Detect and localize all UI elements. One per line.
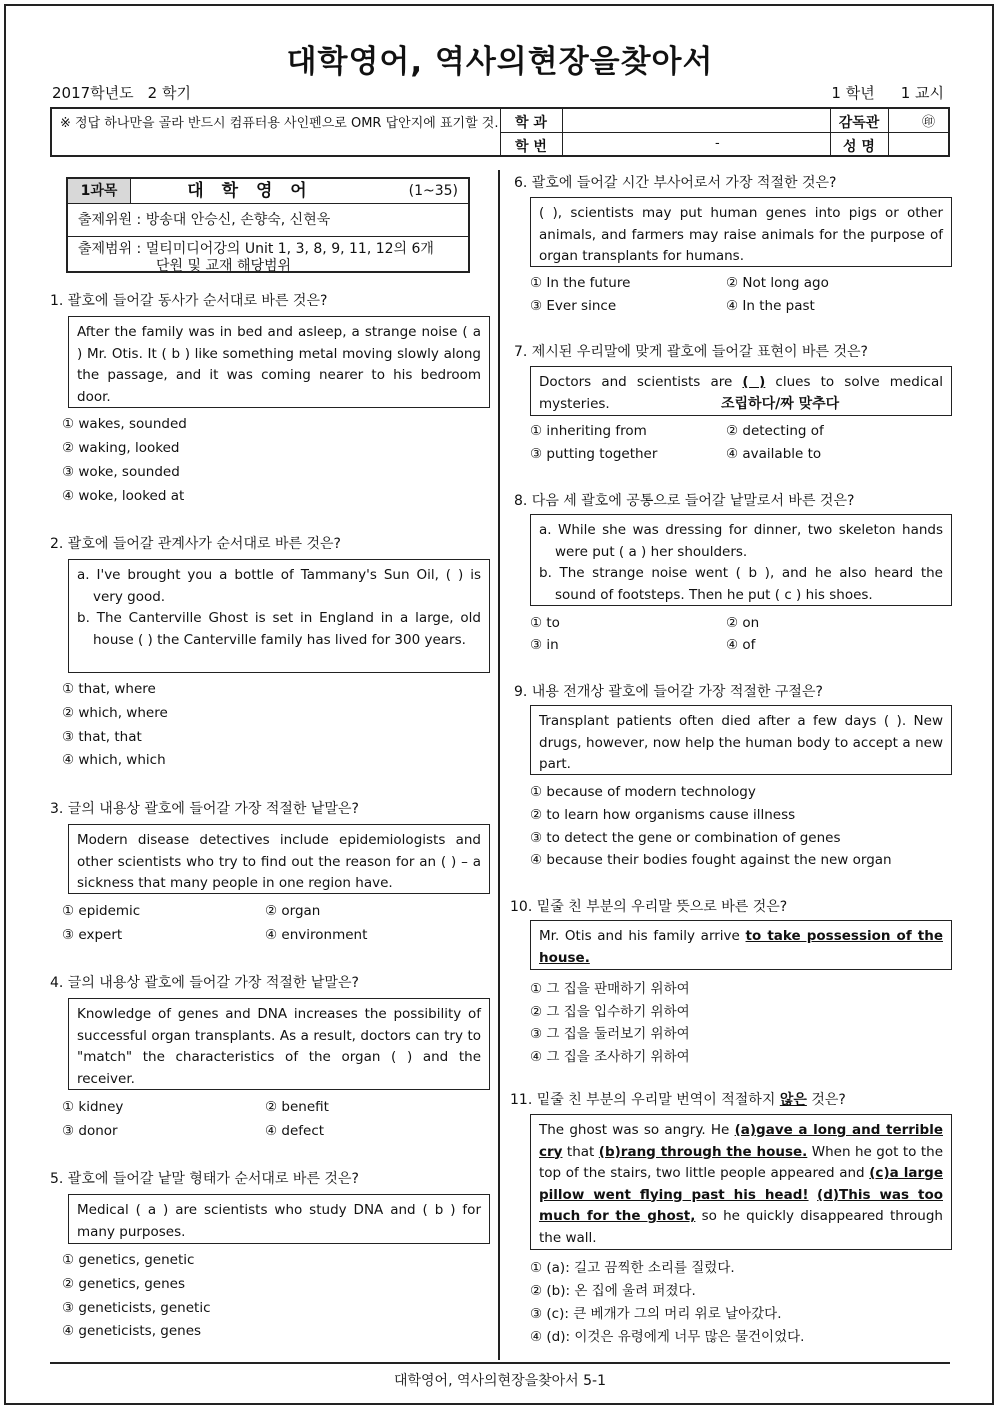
- option[interactable]: ① that, where: [62, 681, 156, 697]
- stem-emphasis: 않은: [779, 1092, 807, 1108]
- scope-line2: 단원 및 교재 해당범위: [156, 258, 292, 274]
- question-stem: 3. 글의 내용상 괄호에 들어갈 가장 적절한 낱말은?: [50, 801, 359, 817]
- passage-text: When he got to the top of the stairs, two little people appeared and: [539, 1143, 944, 1181]
- question-stem: 6. 괄호에 들어갈 시간 부사어로서 가장 적절한 것은?: [514, 175, 837, 191]
- footer-rule: [50, 1362, 950, 1364]
- year: 2017학년도: [52, 84, 134, 102]
- question-stem: 2. 괄호에 들어갈 관계사가 순서대로 바른 것은?: [50, 536, 341, 552]
- passage-text: that: [566, 1143, 595, 1160]
- term-info: [52, 82, 191, 103]
- option[interactable]: ④ which, which: [62, 752, 166, 768]
- option[interactable]: ① (a): 길고 끔찍한 소리를 질렀다.: [530, 1260, 735, 1276]
- passage-b: b. The strange noise went ( b ), and he also heard the sound of footsteps. Then he put ( c ) his shoes.: [539, 565, 943, 603]
- passage-box: [68, 559, 490, 673]
- question-stem: 7. 제시된 우리말에 맞게 괄호에 들어갈 표현이 바른 것은?: [514, 344, 868, 360]
- option[interactable]: ② detecting of: [726, 423, 824, 439]
- semester: 2 학기: [147, 84, 191, 102]
- student-id-label: 학 번: [515, 139, 547, 155]
- underline-c: (c)a large pillow went flying past his head!: [539, 1165, 943, 1203]
- option[interactable]: ① kidney: [62, 1099, 124, 1115]
- passage-box: Medical ( a ) are scientists who study DNA and ( b ) for many purposes.: [68, 1194, 490, 1244]
- grade: 1 학년: [831, 84, 875, 102]
- subject-name: 대 학 영 어: [187, 181, 313, 201]
- passage-box: Modern disease detectives include epidemiologists and other scientists who try to find out the reason for an ( ) – a sickness that many people in one region have.: [68, 824, 490, 894]
- option[interactable]: ④ (d): 이것은 유령에게 너무 많은 물건이었다.: [530, 1329, 805, 1345]
- passage-box: ( ), scientists may put human genes into pigs or other animals, and farmers may raise animals for the purpose of organ transplants for humans.: [530, 197, 952, 267]
- underline-a: (a)gave a long and terrible cry: [539, 1122, 943, 1160]
- underline-b: (b)rang through the house.: [598, 1143, 808, 1160]
- option[interactable]: ② which, where: [62, 705, 168, 721]
- passage-box: [530, 366, 952, 416]
- option[interactable]: ① 그 집을 판매하기 위하여: [530, 981, 690, 997]
- option[interactable]: ④ In the past: [726, 298, 815, 314]
- passage-pre: Doctors and scientists are: [539, 374, 733, 390]
- examiners: 출제위원 : 방송대 안승신, 손향숙, 신현욱: [78, 212, 331, 228]
- option[interactable]: ② 그 집을 입수하기 위하여: [530, 1004, 690, 1020]
- passage-b: b. The Canterville Ghost is set in England in a large, old house ( ) the Canterville family has lived for 300 years.: [77, 610, 481, 648]
- question-stem: 10. 밑줄 친 부분의 우리말 뜻으로 바른 것은?: [510, 899, 788, 915]
- stem-post: 것은?: [811, 1092, 846, 1108]
- student-id-dash: -: [715, 136, 720, 151]
- passage-text: The ghost was so angry. He: [539, 1122, 730, 1138]
- option[interactable]: ④ defect: [265, 1123, 325, 1139]
- passage-box: Knowledge of genes and DNA increases the possibility of successful organ transplants. As a result, doctors can try to "match" the characteristics of the organ ( ) and the receiver.: [68, 998, 490, 1090]
- stem-pre: 11. 밑줄 친 부분의 우리말 번역이 적절하지: [510, 1092, 776, 1108]
- option[interactable]: ① epidemic: [62, 903, 141, 919]
- passage-box: [530, 920, 952, 970]
- option[interactable]: ③ in: [530, 637, 559, 653]
- passage-box: [530, 514, 952, 606]
- option[interactable]: ④ woke, looked at: [62, 488, 185, 504]
- option[interactable]: ② benefit: [265, 1099, 329, 1115]
- option[interactable]: ③ (c): 큰 베개가 그의 머리 위로 날아갔다.: [530, 1306, 782, 1322]
- option[interactable]: ① to: [530, 615, 560, 631]
- question-stem: 4. 글의 내용상 괄호에 들어갈 가장 적절한 낱말은?: [50, 975, 359, 991]
- option[interactable]: ① inheriting from: [530, 423, 647, 439]
- option[interactable]: ④ because their bodies fought against the new organ: [530, 852, 892, 868]
- passage-a: a. While she was dressing for dinner, two skeleton hands were put ( a ) her shoulders.: [539, 522, 943, 560]
- option[interactable]: ② on: [726, 615, 760, 631]
- question-stem: 8. 다음 세 괄호에 공통으로 들어갈 낱말로서 바른 것은?: [514, 493, 855, 509]
- option[interactable]: ② to learn how organisms cause illness: [530, 807, 796, 823]
- period: 1 교시: [900, 84, 944, 102]
- column-divider: [498, 170, 500, 1360]
- option[interactable]: ③ woke, sounded: [62, 464, 180, 480]
- option[interactable]: ④ 그 집을 조사하기 위하여: [530, 1049, 690, 1065]
- passage-pre: Mr. Otis and his family arrive: [539, 928, 740, 944]
- option[interactable]: ② (b): 온 집에 울려 퍼졌다.: [530, 1283, 696, 1299]
- option[interactable]: ③ expert: [62, 927, 123, 943]
- footer: 대학영어, 역사의현장을찾아서 5-1: [393, 1373, 607, 1389]
- seal-mark: ㊞: [922, 115, 936, 130]
- supervisor-label: 감독관: [838, 115, 880, 131]
- option[interactable]: ② Not long ago: [726, 275, 829, 291]
- option[interactable]: ① because of modern technology: [530, 784, 756, 800]
- passage-blank: ( ): [742, 374, 766, 390]
- passage-box: After the family was in bed and asleep, a strange noise ( a ) Mr. Otis. It ( b ) like something metal moving slowly along the passage, and it was coming nearer to his bedroom door.: [68, 316, 490, 408]
- option[interactable]: ③ geneticists, genetic: [62, 1300, 211, 1316]
- question-stem: 1. 괄호에 들어갈 동사가 순서대로 바른 것은?: [50, 293, 328, 309]
- option[interactable]: ② organ: [265, 903, 321, 919]
- option[interactable]: ③ 그 집을 둘러보기 위하여: [530, 1026, 690, 1042]
- question-range: (1~35): [408, 183, 458, 199]
- option[interactable]: ③ to detect the gene or combination of genes: [530, 830, 841, 846]
- option[interactable]: ③ Ever since: [530, 298, 617, 314]
- passage-post: clues to solve medical mysteries.: [539, 374, 943, 412]
- header-info-table: [50, 107, 950, 157]
- option[interactable]: ① genetics, genetic: [62, 1252, 195, 1268]
- instruction-note: ※ 정답 하나만을 골라 반드시 컴퓨터용 사인펜으로 OMR 답안지에 표기할 것.: [60, 116, 499, 131]
- option[interactable]: ④ available to: [726, 446, 822, 462]
- option[interactable]: ③ that, that: [62, 729, 142, 745]
- option[interactable]: ② genetics, genes: [62, 1276, 185, 1292]
- option[interactable]: ① wakes, sounded: [62, 416, 187, 432]
- underlined-phrase: to take possession of the house.: [539, 928, 943, 966]
- name-label: 성 명: [843, 139, 875, 155]
- option[interactable]: ③ putting together: [530, 446, 658, 462]
- option[interactable]: ③ donor: [62, 1123, 118, 1139]
- grade-info: [831, 82, 944, 103]
- underline-d: (d)This was too much for the ghost,: [539, 1186, 943, 1224]
- dept-label: 학 과: [515, 115, 547, 131]
- passage-text: so he quickly disappeared through the wall.: [539, 1208, 943, 1246]
- option[interactable]: ④ geneticists, genes: [62, 1323, 202, 1339]
- option[interactable]: ④ environment: [265, 927, 368, 943]
- passage-box: Transplant patients often died after a few days ( ). New drugs, however, now help the human body to accept a new part.: [530, 705, 952, 775]
- page-title: 대학영어, 역사의현장을찾아서: [286, 44, 714, 80]
- passage-a: a. I've brought you a bottle of Tammany's Sun Oil, ( ) is very good.: [77, 567, 481, 605]
- question-stem: 9. 내용 전개상 괄호에 들어갈 가장 적절한 구절은?: [514, 684, 823, 700]
- scope-line1: 출제범위 : 멀티미디어강의 Unit 1, 3, 8, 9, 11, 12의 6개: [78, 241, 434, 257]
- korean-hint: 조립하다/짜 맞추다: [721, 396, 840, 412]
- passage-box: [530, 1114, 952, 1250]
- option[interactable]: ① In the future: [530, 275, 631, 291]
- subject-number: 1과목: [68, 179, 131, 204]
- subject-name-row: [130, 179, 468, 204]
- subject-box: [66, 177, 470, 273]
- option[interactable]: ② waking, looked: [62, 440, 180, 456]
- question-stem: [510, 1089, 846, 1109]
- question-stem: 5. 괄호에 들어갈 낱말 형태가 순서대로 바른 것은?: [50, 1171, 359, 1187]
- option[interactable]: ④ of: [726, 637, 756, 653]
